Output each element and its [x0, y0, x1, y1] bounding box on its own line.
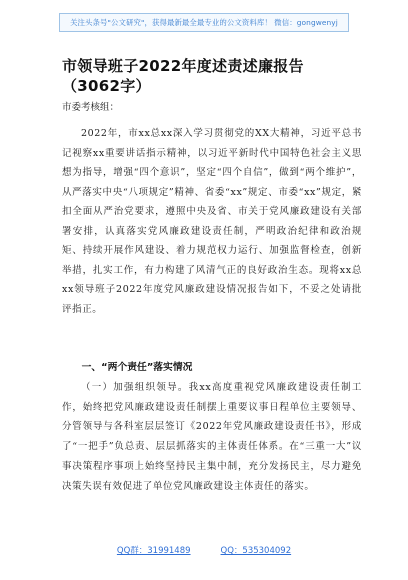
footer-contacts [0, 544, 408, 558]
body-section-intro [62, 124, 362, 319]
body-section-1 [62, 378, 362, 496]
promo-banner [0, 10, 408, 34]
page-title: 市领导班子2022年度述责述廉报告（3062字） [62, 57, 304, 95]
qq-contact-link[interactable]: QQ：535304092 [220, 546, 292, 556]
section-heading-1: 一、“两个责任”落实情况 [81, 362, 193, 373]
salutation: 市委考核组： [62, 102, 120, 113]
qq-group-link[interactable]: QQ群：31991489 [116, 546, 191, 556]
paragraph-organization: （一）加强组织领导。我xx高度重视党风廉政建设责任制工作，始终把党风廉政建设责任制摆上重要议事日程单位主要领导、分管领导与各科室层层签订《2022年党风廉政建设责任书》，形成了“一把手”负总责、层层抓落实的主体责任体系。在“三重一大”议事决策程序事项上始终坚持民主集中制，充分发扬民主，尽力避免决策失误有效促进了单位党风廉政建设主体责任的落实。 [62, 382, 362, 492]
promo-banner-text: 关注头条号"公文研究"，获得最新最全最专业的公文资料库！ 微信：gongwenyj [59, 13, 349, 32]
paragraph-intro: 2022年，市xx总xx深入学习贯彻党的XX大精神，习近平总书记视察xx重要讲话指示精神，以习近平新时代中国特色社会主义思想为指导，增强“四个意识”，坚定“四个自信”，做到“两个维护”，从严落实中央“八项规定”精神、省委“xx”规定、市委“xx”规定，紧扣全面从严治党要求，遵照中央及省、市关于党风廉政建设有关部署安排，认真落实党风廉政建设责任制，严明政治纪律和政治规矩、持续开展作风建设、着力规范权力运行、加强监督检查，创新举措，扎实工作，有力构建了风清气正的良好政治生态。现将xx总xx领导班子2022年度党风廉政建设情况报告如下，不妥之处请批评指正。 [62, 128, 362, 315]
